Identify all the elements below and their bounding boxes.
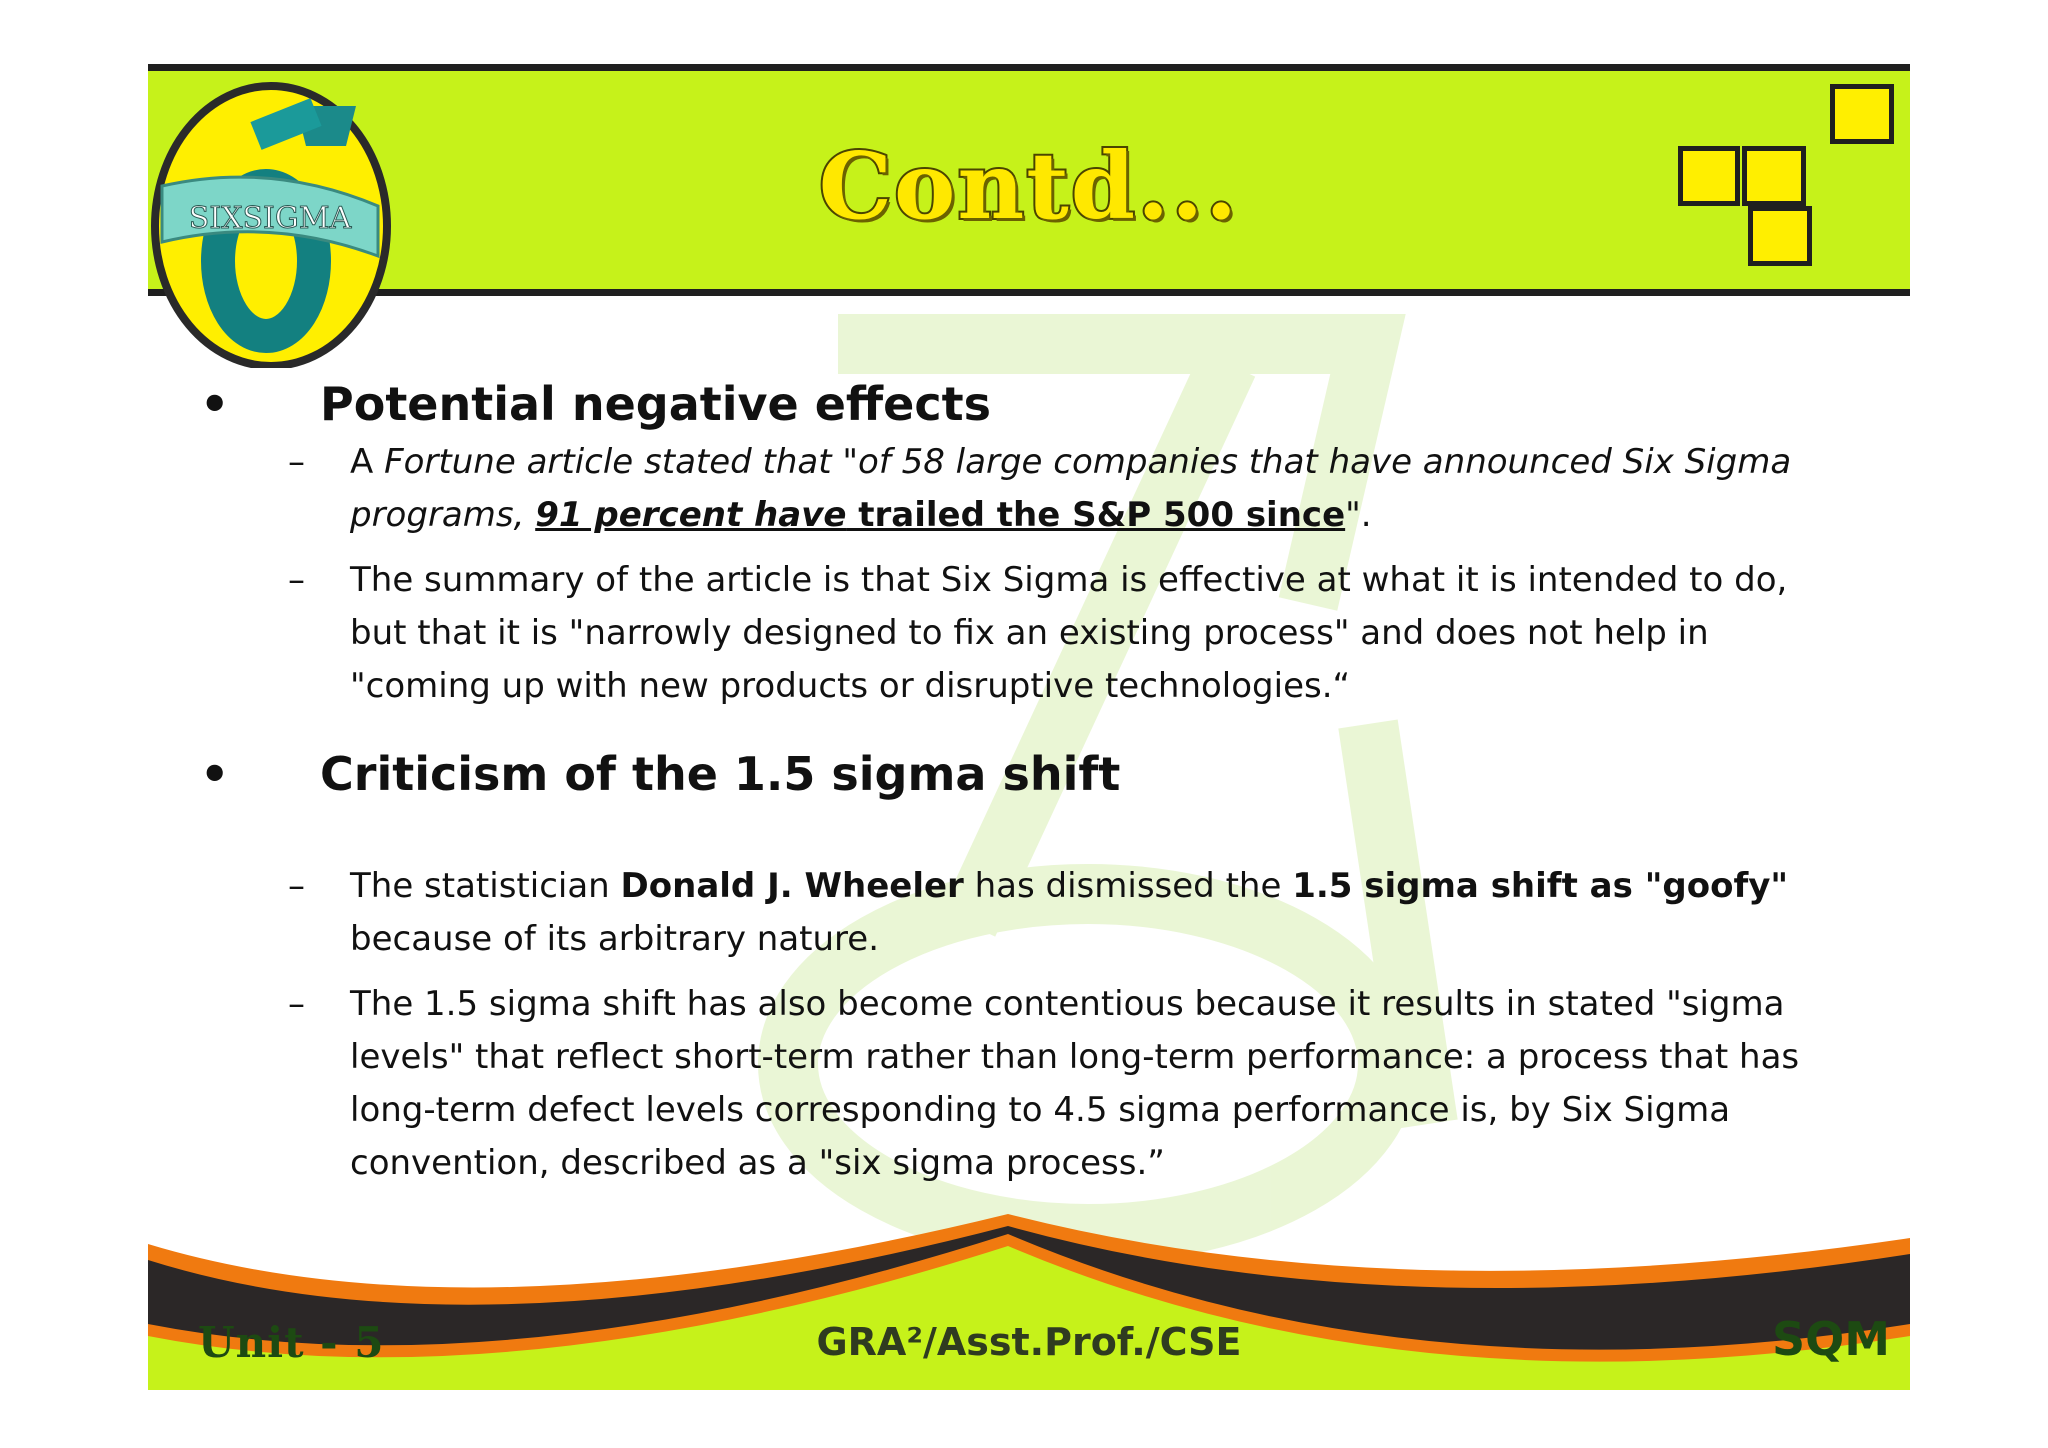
- bullet-heading: Criticism of the 1.5 sigma shift: [320, 747, 1121, 801]
- text-underline: trailed the S&P 500 since: [846, 495, 1346, 535]
- text-part: The statistician: [350, 866, 621, 906]
- footer-course: SQM: [1771, 1312, 1890, 1366]
- slide: Contd... SIXSIGMA • Potential negative effects – A Fortune article stated that "of 58 large companies that have announced Six Sigma programs, 91 percent have trailed the S&P 500 since". – The summary of the article is that Six Sigma is effective at what it is intended to do, but that it is "narrowly designed to fix an existing process" and does not help in "coming up with new products or disruptive technologies.“ • Criticism of the 1.5 sigma shift – The statistician Donald J. Wheeler has dismissed the 1.5 sigma shift as "goofy" because of its arbitrary nature. – The 1.5 sigma shift has also become contentious because it results in stated "sigma levels" that reflect short-term rather than long-term performance: a process that has long-term defect levels corresponding to 4.5 sigma performance is, by Six Sigma convention, described as a "six sigma process.” Unit - 5 GRA²/Asst.Prof./CSE SQM: [148, 64, 1910, 1390]
- sub-item-fortune-article: – A Fortune article stated that "of 58 large companies that have announced Six Sigma programs, 91 percent have trailed the S&P 500 since".: [288, 442, 1792, 535]
- text-prefix: A: [350, 442, 385, 482]
- slide-title: Contd...: [818, 132, 1240, 240]
- bullet-heading: Potential negative effects: [320, 377, 991, 431]
- text-bold: 1.5 sigma shift as "goofy": [1292, 866, 1789, 906]
- footer-author: GRA²/Asst.Prof./CSE: [816, 1320, 1242, 1364]
- text-suffix: ".: [1345, 495, 1372, 535]
- sub-item-text: The summary of the article is that Six Sigma is effective at what it is intended to do, but that it is "narrowly designed to fix an existing process" and does not help in "coming up with new products or disruptive technologies.“: [350, 560, 1788, 706]
- footer-unit: Unit - 5: [198, 1318, 385, 1367]
- text-part: has dismissed the: [963, 866, 1293, 906]
- sub-item-wheeler: – The statistician Donald J. Wheeler has dismissed the 1.5 sigma shift as "goofy" because of its arbitrary nature.: [288, 866, 1789, 959]
- decorative-squares: [1678, 84, 1898, 274]
- sub-item-contentious: – The 1.5 sigma shift has also become contentious because it results in stated "sigma levels" that reflect short-term rather than long-term performance: a process that has long-term defect levels corresponding to 4.5 sigma performance is, by Six Sigma convention, described as a "six sigma process.”: [288, 978, 1848, 1190]
- logo-text: SIXSIGMA: [188, 201, 352, 236]
- text-bold: Donald J. Wheeler: [620, 866, 964, 906]
- text-part: because of its arbitrary nature.: [350, 919, 880, 959]
- text-underline-italic: 91 percent have: [535, 495, 847, 535]
- text-italic: Fortune article stated that "of 58 large companies that have announced Six Sigma programs,: [350, 442, 1792, 535]
- six-sigma-logo: [148, 66, 396, 368]
- sub-item-article-summary: – The summary of the article is that Six Sigma is effective at what it is intended to do, but that it is "narrowly designed to fix an existing process" and does not help in "coming up with new products or disruptive technologies.“: [288, 554, 1848, 713]
- sub-item-text: The 1.5 sigma shift has also become contentious because it results in stated "sigma levels" that reflect short-term rather than long-term performance: a process that has long-term defect levels corresponding to 4.5 sigma performance is, by Six Sigma convention, described as a "six sigma process.”: [350, 984, 1800, 1183]
